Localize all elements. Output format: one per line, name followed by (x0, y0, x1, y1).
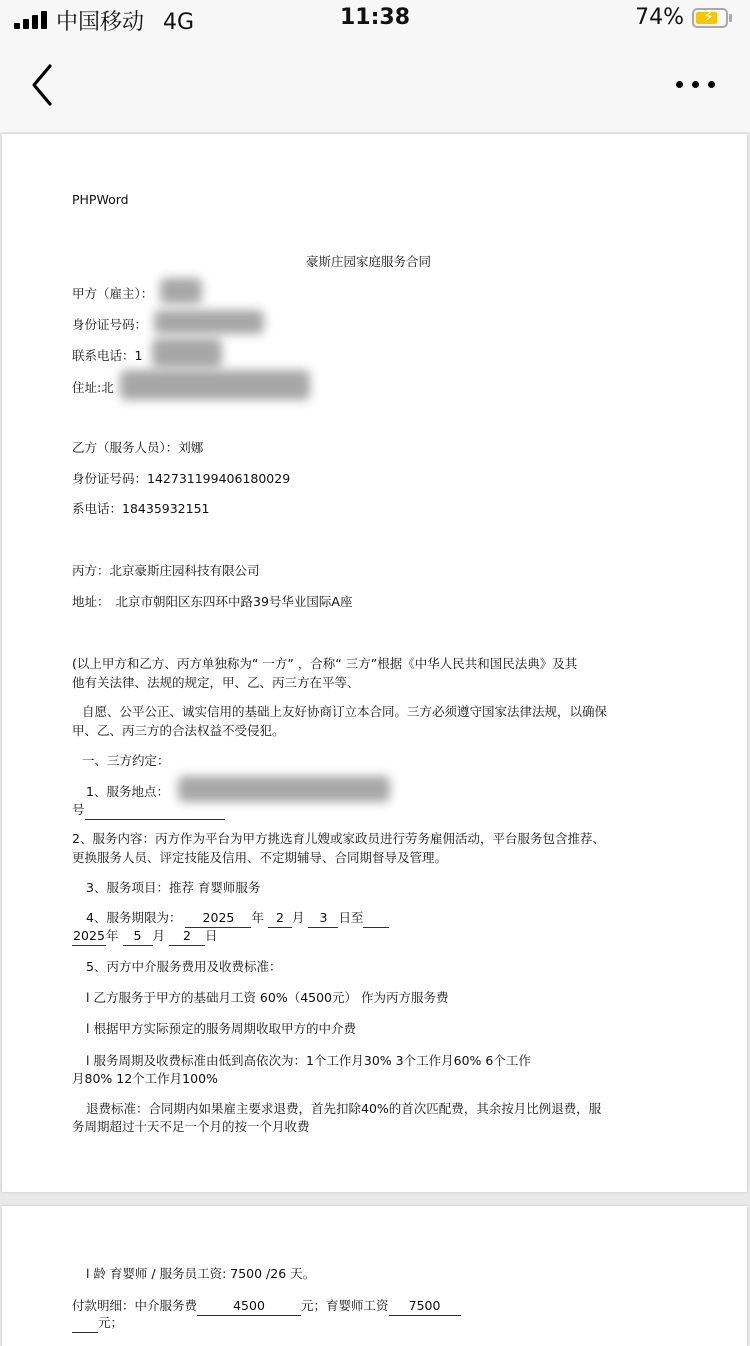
item-5: 5、丙方中介服务费用及收费标准： (86, 959, 282, 974)
item-2-line-1: 2、服务内容：丙方作为平台为甲方挑选育儿嫂或家政员进行劳务雇佣活动，平台服务包含推荐、 (72, 831, 605, 846)
payment-wage: 7500 (389, 1296, 461, 1316)
battery-tip (729, 14, 732, 22)
fee-line-1: l 乙方服务于甲方的基础月工资 60%（4500元） 作为丙方服务费 (86, 990, 449, 1005)
chevron-left-icon (26, 60, 66, 110)
status-bar (0, 0, 750, 40)
party-a-id-label: 身份证号码： (72, 317, 148, 332)
fee-line-3a: l 服务周期及收费标准由低到高依次为：1个工作月30% 3个工作月60% 6个工作 (86, 1053, 531, 1068)
clock: 11:38 (339, 5, 411, 30)
network-type: 4G (163, 10, 195, 35)
start-year: 2025 (185, 908, 251, 928)
party-c-label: 丙方： (72, 563, 110, 578)
party-b-id-number: 142731199406180029 (147, 471, 291, 486)
redacted-service-address (178, 776, 390, 802)
payment-fee: 4500 (197, 1296, 301, 1316)
party-b-name: 刘娜 (178, 440, 204, 455)
item-1-label: 1、服务地点： (86, 784, 169, 799)
redacted-id (154, 310, 264, 334)
nav-bar (0, 40, 750, 132)
party-c-addr: 北京市朝阳区东四环中路39号华业国际A座 (115, 594, 353, 609)
fee-line-3b: 月80% 12个工作月100% (72, 1071, 218, 1086)
payment-blank (72, 1313, 98, 1333)
party-a-label: 甲方（雇主）： (72, 286, 154, 301)
start-month-unit: 月 (291, 910, 305, 925)
party-b-label: 乙方（服务人员）： (72, 440, 179, 455)
redacted-phone (152, 338, 222, 368)
intro-line-2: 他有关法律、法规的规定，甲、乙、丙三方在平等、 (72, 675, 360, 690)
payment-line-1 (72, 1296, 461, 1316)
intro-line-3: 自愿、公平公正、诚实信用的基础上友好协商订立本合同。三方必须遵守国家法律法规，以确保 (82, 704, 608, 719)
party-c-name: 北京豪斯庄园科技有限公司 (109, 563, 260, 578)
doc-header: PHPWord (72, 192, 129, 207)
back-button[interactable] (26, 60, 66, 110)
party-b-id-line (72, 469, 290, 488)
more-button[interactable] (674, 74, 720, 94)
item-4-label: 4、服务期限为： (86, 910, 182, 925)
item-1-blank (85, 800, 225, 820)
wage-line: l 龄 育婴师 / 服务员工资: 7500 /26 天。 (86, 1266, 316, 1281)
party-b-line (72, 438, 203, 457)
payment-label: 付款明细：中介服务费 (72, 1298, 198, 1313)
party-a-phone-label (72, 346, 142, 365)
battery-icon: ⚡ (692, 8, 728, 28)
payment-line-2 (72, 1313, 123, 1333)
item-3: 3、服务项目：推荐 育婴师服务 (86, 880, 261, 895)
section-1-heading: 一、三方约定： (82, 753, 170, 768)
payment-end: 元； (98, 1315, 124, 1330)
party-b-phone-line (72, 499, 210, 518)
end-year: 2025 (72, 926, 106, 946)
item-2-line-2: 更换服务人员、评定技能及信用、不定期辅导、合同期督导及管理。 (72, 850, 448, 865)
refund-line-2: 务周期超过十天不足一个月的按一个月收费 (72, 1119, 310, 1134)
start-year-unit: 年 (251, 910, 264, 925)
item-4-line-2 (72, 926, 218, 946)
party-a-phone-prefix: 1 (134, 348, 143, 363)
redacted-name (160, 278, 202, 304)
party-c-line (72, 561, 260, 580)
end-month: 5 (123, 926, 153, 946)
party-b-phone: 18435932151 (122, 501, 210, 516)
item-4-line-1 (86, 908, 389, 928)
document-page-1[interactable] (2, 134, 747, 1192)
end-day-unit: 日 (205, 928, 218, 943)
start-day-to: 日至 (338, 910, 364, 925)
end-day: 2 (169, 926, 205, 946)
end-year-unit: 年 (106, 928, 119, 943)
party-a-phone-label-text: 联系电话： (72, 348, 135, 363)
payment-yuan: 元；育婴师工资 (301, 1298, 389, 1313)
item-1-suffix: 号 (72, 802, 85, 817)
redacted-address (120, 370, 310, 400)
intro-line-4: 甲、乙、丙三方的合法权益不受侵犯。 (72, 723, 285, 738)
fee-line-2: l 根据甲方实际预定的服务周期收取甲方的中介费 (86, 1021, 356, 1036)
party-c-addr-label: 地址： (72, 594, 110, 609)
end-blank (363, 908, 389, 928)
party-b-id-label: 身份证号码： (72, 471, 148, 486)
battery-percent: 74% (635, 5, 684, 30)
start-day: 3 (308, 908, 338, 928)
doc-title: 豪斯庄园家庭服务合同 (306, 254, 432, 269)
end-month-unit: 月 (152, 928, 166, 943)
document-page-2[interactable] (2, 1206, 747, 1346)
start-month: 2 (268, 908, 292, 928)
party-b-phone-label: 系电话： (72, 501, 123, 516)
refund-line-1: 退费标准：合同期内如果雇主要求退费，首先扣除40%的首次匹配费，其余按月比例退费，服 (86, 1101, 602, 1116)
intro-line-1: (以上甲方和乙方、丙方单独称为“ 一方” ，合称“ 三方”根据《中华人民共和国民法典》及其 (72, 656, 578, 671)
party-c-addr-line (72, 592, 352, 611)
party-a-addr-label: 住址:北 (72, 380, 114, 395)
item-1-line-2 (72, 800, 225, 820)
carrier-name: 中国移动 (56, 10, 145, 35)
